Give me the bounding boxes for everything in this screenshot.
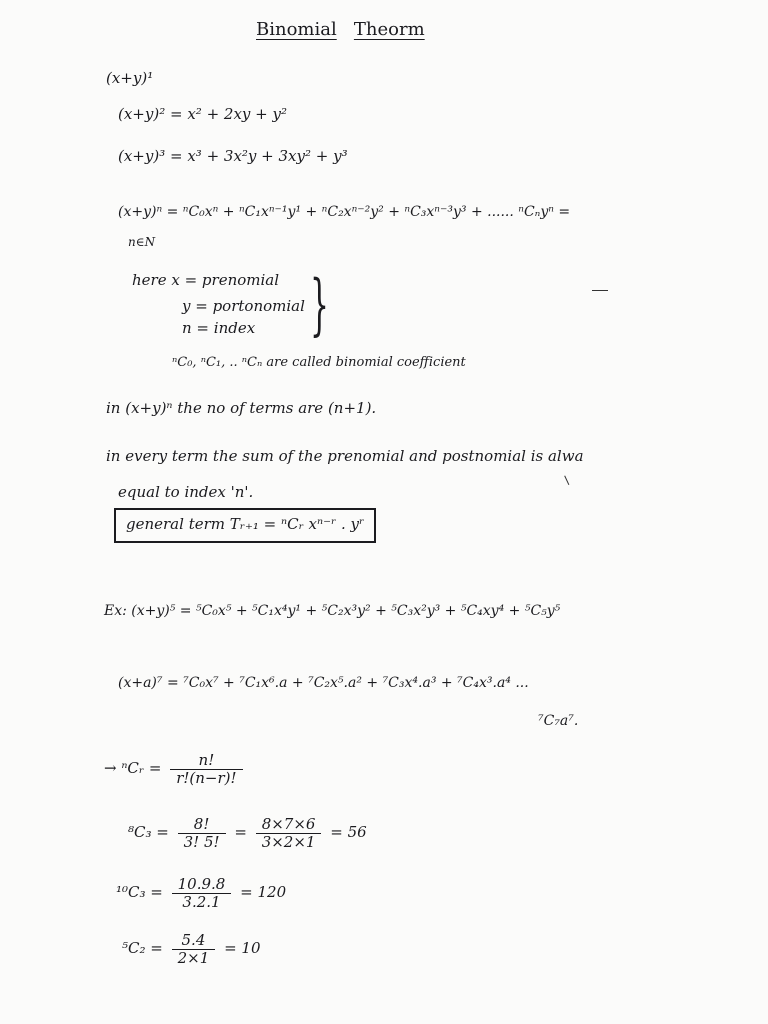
ncr-lhs: → ⁿCᵣ = <box>104 759 162 777</box>
calc-10c3-den: 3.2.1 <box>182 892 221 911</box>
ncr-formula <box>104 752 247 786</box>
calc-10c3-lhs: ¹⁰C₃ = <box>116 883 163 901</box>
calc-8c3-lhs: ⁸C₃ = <box>128 823 169 841</box>
calc-8c3 <box>128 816 367 850</box>
calc-10c3-fraction <box>172 876 232 910</box>
calc-8c3-den2: 3×2×1 <box>261 832 316 851</box>
calc-5c2-result: = 10 <box>224 939 261 957</box>
calc-5c2-den: 2×1 <box>177 948 210 967</box>
line-expansion-1: (x+y)¹ <box>106 69 154 87</box>
calc-10c3-num: 10.9.8 <box>172 876 232 894</box>
example-expansion-7-last-term: ⁷C₇a⁷. <box>538 713 579 729</box>
calc-8c3-result: = 56 <box>330 823 367 841</box>
calc-8c3-den: 3! 5! <box>183 832 220 851</box>
line-expansion-2: (x+y)² = x² + 2xy + y² <box>118 105 287 123</box>
here-portonomial: y = portonomial <box>182 297 305 315</box>
example-expansion-7: (x+a)⁷ = ⁷C₀x⁷ + ⁷C₁x⁶.a + ⁷C₂x⁵.a² + ⁷C₃x⁴.a³ + ⁷C₄x³.a⁴ ... <box>118 675 529 691</box>
title-word-binomial: Binomial <box>256 19 337 40</box>
number-of-terms-line: in (x+y)ⁿ the no of terms are (n+1). <box>106 399 377 417</box>
title-word-theorm: Theorm <box>353 19 425 40</box>
sum-statement-line-2: equal to index 'n'. <box>118 483 254 501</box>
sum-statement-line-1: in every term the sum of the prenomial and postnomial is alwa <box>106 447 584 465</box>
ncr-fraction <box>170 752 242 786</box>
calc-5c2 <box>122 932 261 966</box>
here-prenomial: here x = prenomial <box>132 271 280 289</box>
here-index: n = index <box>182 319 256 337</box>
stray-pen-mark-2 <box>564 473 575 485</box>
calc-5c2-lhs: ⁵C₂ = <box>122 939 163 957</box>
ncr-numerator: n! <box>170 752 242 770</box>
stray-pen-mark <box>592 290 608 291</box>
calc-8c3-equals: = <box>234 823 247 841</box>
line-general-expansion: (x+y)ⁿ = ⁿC₀xⁿ + ⁿC₁xⁿ⁻¹y¹ + ⁿC₂xⁿ⁻²y² + ⁿC₃xⁿ⁻³y³ + ...... ⁿCₙyⁿ = <box>118 204 571 220</box>
general-term-box: general term Tᵣ₊₁ = ⁿCᵣ xⁿ⁻ʳ . yʳ <box>114 508 376 543</box>
calc-10c3-result: = 120 <box>240 883 287 901</box>
calc-10c3 <box>116 876 286 910</box>
curly-brace-mark: } <box>310 266 329 343</box>
ncr-denominator: r!(n−r)! <box>176 768 237 787</box>
example-expansion-5: Ex: (x+y)⁵ = ⁵C₀x⁵ + ⁵C₁x⁴y¹ + ⁵C₂x³y² + ⁵C₃x²y³ + ⁵C₄xy⁴ + ⁵C₅y⁵ <box>104 603 561 619</box>
line-n-natural: n∈N <box>128 235 156 249</box>
calc-5c2-fraction <box>172 932 216 966</box>
calc-8c3-num: 8! <box>178 816 226 834</box>
calc-8c3-fraction <box>178 816 226 850</box>
calc-5c2-num: 5.4 <box>172 932 216 950</box>
line-expansion-3: (x+y)³ = x³ + 3x²y + 3xy² + y³ <box>118 147 348 165</box>
calc-8c3-fraction-2 <box>256 816 322 850</box>
page-title <box>256 20 425 40</box>
binomial-coefficients-line: ⁿC₀, ⁿC₁, .. ⁿCₙ are called binomial coefficient <box>172 355 466 370</box>
calc-8c3-num2: 8×7×6 <box>256 816 322 834</box>
